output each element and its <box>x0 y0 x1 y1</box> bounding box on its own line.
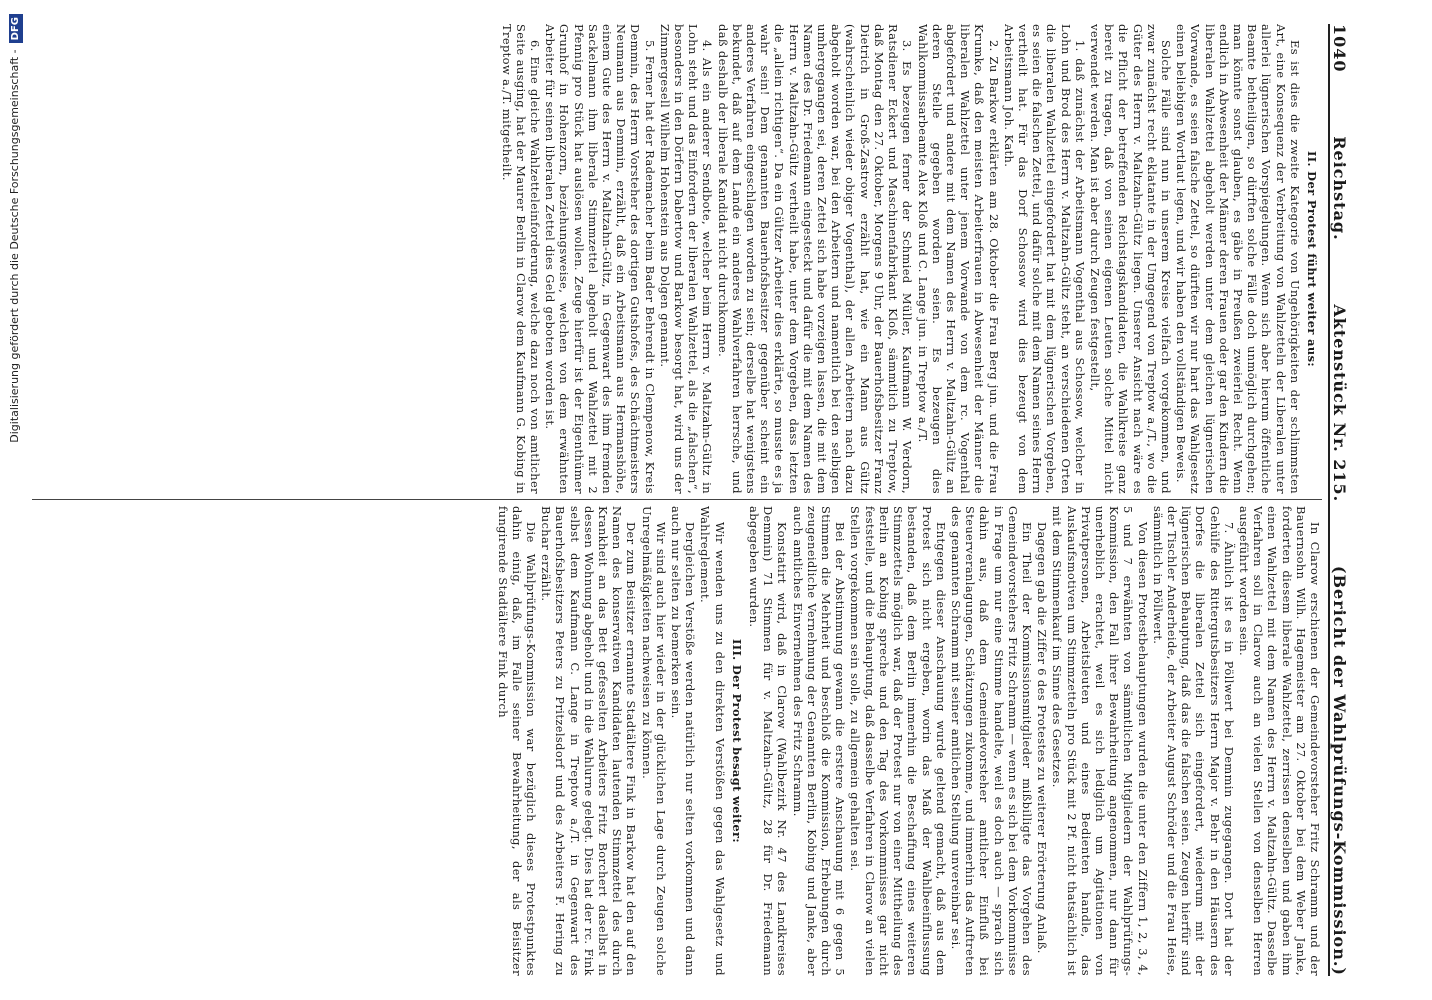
paragraph: Von diesen Protestbehauptungen wurden die unter den Ziffern 1, 2, 3, 4, 5 und 7 erwähnten von sämmtlichen Mitgliedern der Wahlprüfungs-Kommission, den Fall ihrer Bewahrheitung angenommen, nur dann für unerheblich erachtet, weil es sich lediglich um Agitationen von Privatpersonen, Arbeitsleuten und eines Bedienten handle, das Auskaufsmotiven um Stimmzetteln pro Stück mit 2 Pf. nicht thatsächlich ist mit dem Stimmenkauf im Sinne des Gesetzes. <box>1050 506 1150 976</box>
paragraph: 4. Als ein anderer Sendbote, welcher beim Herrn v. Maltzahn-Gültz in Lohn steht und das Einfordern der liberalen Wahlzettel, als die „falschen“, besonders in den Dörfern Dabertow und Barkow besorgt hat, wird uns der Zimmergesell Wilhelm Hohenstein aus Dolgen genannt. <box>657 24 715 494</box>
header-subject: (Bericht der Wahlprüfungs-Kommission.) <box>1330 565 1349 976</box>
dfg-credit <box>0 0 30 1000</box>
paragraph: 7. Ähnlich ist es in Pöllwert bei Demmin zugegangen. Dort hat der Gehülfe des Rittergutsbesitzers Herrn Major v. Behr in den Häusern des Dorfes die liberalen Zettel sich eingefordert, wiederum mit der lügnerischen Behauptung, daß das die falschen seien. Zeugen hierfür sind der Tischler Anderheide, der Arbeiter August Schröder und die Frau Heise, sämmtlich in Pöllwert. <box>1150 506 1236 976</box>
paragraph: 6. Eine gleiche Wahlzetteleinforderung, welche dazu noch von amtlicher Seite ausging, hat der Maurer Berlin in Clarow dem Kaufmann G. Kobing in Treptow a./T. mitgetheilt. <box>499 24 543 494</box>
paragraph: Dagegen gab die Ziffer 6 des Protestes zu weiterer Erörterung Anlaß. <box>1035 522 1050 954</box>
paragraph: Solche Fälle sind nun in unserem Kreise vielfach vorgekommen, und zwar zunächst recht eklatante in der Umgegend von Treptow a./T., wo die Güter des Herrn v. Maltzahn-Gültz liegen. Unserer Ansicht nach wäre es die Pflicht der betreffenden Reichstagskandidaten, die Wahlkreise ganz bereit zu tragen, daß von seinen eigenen Leuten solche Mittel nicht verwendet werden. Man ist aber durch Zeugen festgestellt, <box>1087 24 1173 494</box>
section-heading: II. Der Protest führt weiter aus: <box>1305 150 1319 368</box>
paragraph: Ein Theil der Kommissionsmitglieder mißbilligte das Vorgehen des Gemeindevorstehers Fritz Schramm — wenn es sich bei dem Vorkommnisse in Frage um nur eine Stimme handelte, weil es doch auch — sprach sich dahin aus, daß dem Gemeindevorsteher amtlicher Einfluß bei Steuerveranlagungen, Schätzungen zukomme, und immerhin das Auftreten des genannten Schramm mit seiner amtlichen Stellung unvereinbar sei. <box>948 506 1034 976</box>
paragraph: Bei der Abstimmung gewann die erstere Anschauung mit 6 gegen 5 Stimmen die Mehrheit und beschloß die Kommission, Erhebungen durch zeugeneidliche Vernehmung der Genannten Berlin, Kobing und Janke, aber auch amtliches Einvernehmen des Fritz Schramm. <box>790 506 848 976</box>
right-column <box>32 506 1322 976</box>
paragraph: Die Wahlprüfungs-Kommission war bezüglich dieses Protestpunktes dahin einig, daß, im Falle seiner Bewahrheitung, der als Beisitzer fungirende Stadtältere Fink durch <box>495 506 539 976</box>
paragraph: Wir wenden uns zu den direkten Verstößen gegen das Wahlgesetz und Wahlreglement. <box>698 506 727 976</box>
page-number: 1040 <box>1330 24 1349 73</box>
dfg-logo: DFG <box>9 14 23 43</box>
paragraph: Konstatirt wird, daß in Clarow (Wahlbezirk Nr. 47 des Landkreises Demmin) 71 Stimmen für v. Maltzahn-Gültz, 28 für Dr. Friedemann abgegeben wurden. <box>747 506 790 976</box>
paragraph: Wir sind auch hier wieder in der glücklichen Lage durch Zeugen solche Unregelmäßigkeiten nachweisen zu können. <box>639 506 668 976</box>
column-divider <box>32 499 1322 500</box>
paragraph: 3. Es bezeugen ferner der Schmied Müller, Kaufmann W. Verdorn, Ratsdiener Eckert und Maschinenfabrikant Kloß, sämmtlich zu Treptow, daß Montag den 27. Oktober, Morgens 9 Uhr, der Bauerhofsbesitzer Franz Dietrich in Groß-Zastrow erzählt hat, wie ein Mann aus Gültz (wahrscheinlich wieder obiger Vogenthal), der allen Arbeitern nach dazu abgeholt worden war, bei den Arbeitern und namentlich bei den selbigen umhergegangen sei, deren Zettel sich habe vorzeigen lassen, die mit dem Namen des Dr. Friedemann eingesteckt und dafür die mit dem Namen des Herrn v. Maltzahn-Gültz vertheilt habe, unter dem Vorgeben, dass letzten die „allein richtigen“. Da ein Gültzer Arbeiter dies erklärte, so musste es ja wahr sein! Dem genannten Bauerhofsbesitzer gegenüber scheint ein anderes Verfahren eingeschlagen worden zu sein; derselbe hat wenigstens bekundet, daß auf dem Lande ein anderes Wahlverfahren herrsche, und daß deshalb der liberale Kandidat nicht durchkomme. <box>715 24 915 494</box>
paragraph: Der zum Beisitzer ernannte Stadtältere Fink in Barkow hat den auf den Namen des konservativen Kandidaten lautenden Stimmzettel des durch Krankheit an das Bett gefesselten Arbeiters Fritz Borchert daselbst in dessen Wohnung abgeholt und in die Wahlurne gelegt. Dies hat der rc. Fink selbst dem Kaufmann C. Lange in Treptow a./T. in Gegenwart des Bauerhofsbesitzers Peters zu Pritzelsdorf und des Arbeiters F. Hering zu Buchar erzählt. <box>539 506 639 976</box>
left-column <box>32 24 1322 494</box>
section-heading: III. Der Protest besagt weiter: <box>729 638 744 843</box>
paragraph: Dergleichen Verstöße werden natürlich nur selten vorkommen und dann auch nur selten zu bemerken sein. <box>669 506 698 976</box>
header-document: Aktenstück Nr. 215. <box>1330 304 1349 503</box>
paragraph: In Clarow erschienen der Gemeindevorsteher Fritz Schramm und der Bauernsohn Wilh. Hagemeister am 27. Oktober bei dem Weber Janke, forderten diesem liberale Wahlzettel, zerrissen denselben und gaben ihm einen Wahlzettel mit dem Namen des Herrn v. Maltzahn-Gültz. Dasselbe Verfahren soll in Clarow auch an vielen Stellen von denselben Herren ausgeführt worden sein. <box>1236 506 1322 976</box>
dfg-credit-text: Digitalisierung gefördert durch die Deutsche Forschungsgemeinschaft - <box>8 49 21 443</box>
paragraph: 2. Zu Barkow erklärten am 28. Oktober die Frau Berg jun. und die Frau Krumke, daß den meisten Arbeiterfrauen in Abwesenheit der Männer die liberalen Wahlzettel unter jenem Vorwande von dem rc. Vogenthal abgefordert und andere mit dem Namen des Herrn v. Maltzahn-Gültz an deren Stelle gegeben worden seien. Es bezeugen dies Wahlkommissarbeamte Alex Kloß und C. Lange jun. in Treptow a./T. <box>915 24 1001 494</box>
footer-strip <box>0 0 30 1000</box>
paragraph: Es ist dies die zweite Kategorie von Ungehörigkeiten der schlimmsten Art, eine Konsequenz der Verbreitung von Wahlzetteln der Liberalen unter allerlei lügnerischen Vorspiegelungen. Wenn sich aber hierum öffentliche Beamte betheiligen, so dürften solche Fälle doch unmöglich durchgehen; man könnte sonst glauben, es gäbe in Preußen zweierlei Recht. Wenn endlich in Abwesenheit der Männer deren Frauen oder gar den Kindern die liberalen Wahlzettel abgeholt werden unter dem gleichen lügnerischen Vorwande, es seien falsche Zettel, so dürften wir nur hart das Wahlgesetz einen beliebigen Wortlaut legen, und wir haben den vollständigen Beweis. <box>1174 24 1302 494</box>
header-section: Reichstag. <box>1330 136 1349 241</box>
paragraph: 1. daß zunächst der Arbeitsmann Vogenthal aus Schossow, welcher in Lohn und Brod des Herrn v. Maltzahn-Gültz steht, an verschiedenen Orten die liberalen Wahlzettel eingefordert hat mit dem lügnerischen Vorgeben, es seien die falschen Zettel, und dafür solche mit dem Namen seines Herrn vertheilt hat. Für das Dorf Schossow wird dies bezeugt von dem Arbeitsmann Joh. Kath. <box>1001 24 1087 494</box>
page-header <box>1328 24 1364 976</box>
paragraph: Entgegen dieser Anschauung wurde geltend gemacht, daß aus dem Protest sich nicht ergeben, worin das Maß der Wahlbeeinflussung bestanden, daß dem Berlin immerhin die Beschaffung eines weiteren Stimmzettels möglich war, daß der Protest nur von einer Mittheilung des Berlin an Kobing spreche und den Tag des Vorkommnisses gar nicht feststelle, und die Behauptung, daß dasselbe Verfahren in Clarow an vielen Stellen vorgekommen sein solle, zu allgemein gehalten sei. <box>848 506 948 976</box>
paragraph: 5. Ferner hat der Rademacher beim Bader Behrendt in Clempenow, Kreis Demmin, des Herrn Vorsteher des dortigen Gutshofes, des Schächtmeisters Neumann aus Demmin, erzählt, daß ein Arbeitsmann aus Hermanshöhe, einem Gute des Herrn v. Maltzahn-Gültz, in Gegenwart des ihm fremden Sackelmann ihm liberale Stimmzettel abgeholt und Wahlzettel mit 2 Pfennig pro Stück hat auslösen wollen. Zeuge hierfür ist der Eigenthümer Grunhof in Hohenzorn, beziehungsweise, welchen von dem erwähnten Arbeiter für seinen liberalen Zettel dies Geld geboten worden ist. <box>543 24 657 494</box>
